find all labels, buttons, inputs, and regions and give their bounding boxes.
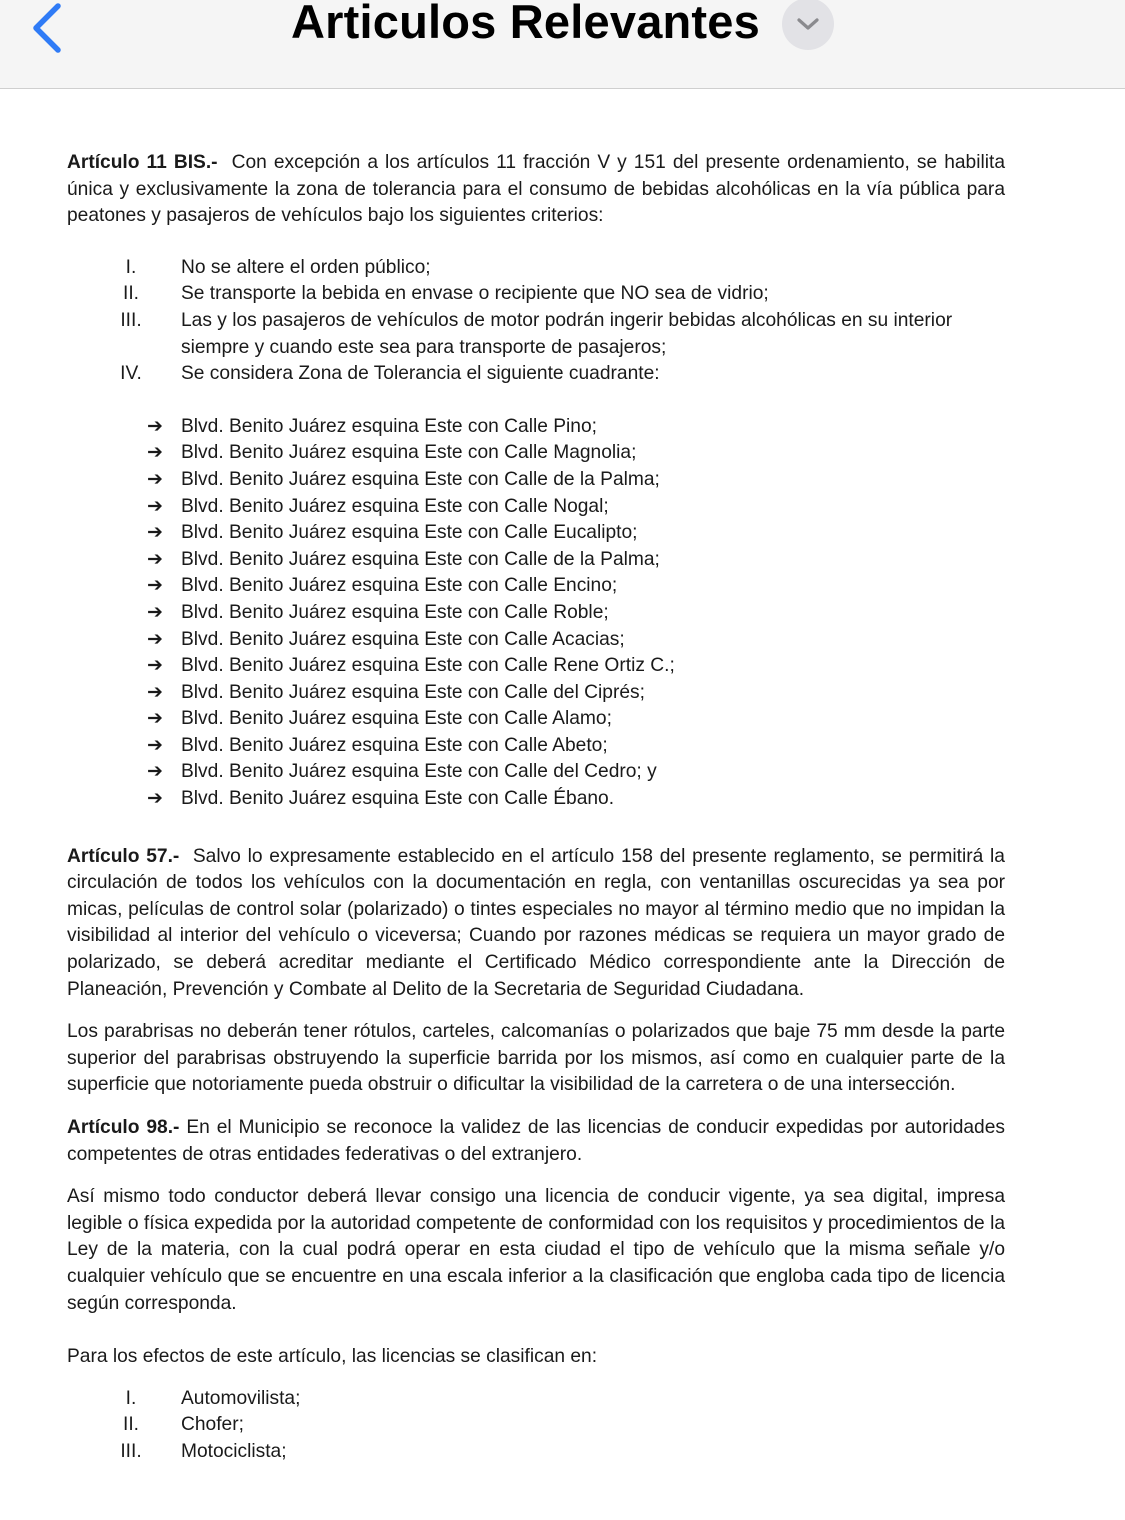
license-class-item: III. Motociclista; [120,1440,287,1462]
zone-item: ➔ Blvd. Benito Juárez esquina Este con Calle Alamo; [67,706,1005,733]
license-class-item: II. Chofer; [123,1414,244,1436]
zone-item: ➔ Blvd. Benito Juárez esquina Este con Calle Roble; [67,600,1005,627]
article-98-paragraph-3: Para los efectos de este artículo, las licencias se clasifican en: [67,1346,598,1368]
arrow-icon: ➔ [147,655,163,677]
license-class-item: I. Automovilista; [125,1387,301,1409]
criteria-item: II. Se transporte la bebida en envase o recipiente que NO sea de vidrio; [123,283,769,305]
article-57-heading: Artículo 57.- [67,845,180,867]
zone-item: ➔ Blvd. Benito Juárez esquina Este con Calle Nogal; [67,494,1005,521]
title-menu-button[interactable] [782,0,834,50]
article-57 [67,844,1005,1004]
arrow-icon: ➔ [147,761,163,783]
arrow-icon: ➔ [147,495,163,517]
nav-bar [0,0,1125,89]
title-bar [0,0,1125,50]
article-57-text: Salvo lo expresamente establecido en el artículo 158 del presente reglamento, se permitirá la circulación de todos los vehículos con la documentación en regla, con ventanillas oscurecidas ya sea por micas, películas de control solar (polarizado) o tintes especiales no mayor al término medio que no impidan la visibilidad al interior del vehículo o viceversa; Cuando por razones médicas se requiera un mayor grado de polarizado, se deberá acreditar mediante el Certificado Médico correspondiente ante la Dirección de Planeación, Prevención y Combate al Delito de la Secretaria de Seguridad Ciudadana. [67,845,1005,1000]
article-11-text: Con excepción a los artículos 11 fracción V y 151 del presente ordenamiento, se habilita única y exclusivamente la zona de tolerancia para el consumo de bebidas alcohólicas en la vía pública para peatones y pasajeros de vehículos bajo los siguientes criterios: [67,152,1005,227]
page-title: Articulos Relevantes [291,0,760,48]
zone-item: ➔ Blvd. Benito Juárez esquina Este con Calle Abeto; [67,733,1005,760]
arrow-icon: ➔ [147,442,163,464]
document-body [67,150,1005,1466]
arrow-icon: ➔ [147,468,163,490]
zone-item: ➔ Blvd. Benito Juárez esquina Este con Calle de la Palma; [67,547,1005,574]
zone-item: ➔ Blvd. Benito Juárez esquina Este con Calle Magnolia; [67,440,1005,467]
article-11-intro [67,150,1005,230]
zone-item: ➔ Blvd. Benito Juárez esquina Este con Calle Eucalipto; [67,520,1005,547]
criteria-item: IV. Se considera Zona de Tolerancia el siguiente cuadrante: [120,363,660,385]
article-98-paragraph-2: Así mismo todo conductor deberá llevar consigo una licencia de conducir vigente, ya sea digital, impresa legible o física expedida por la autoridad competente de conformidad con los requisitos y procedimientos de la Ley de la materia, con la cual podrá operar en esta ciudad el tipo de vehículo que la misma señale y/o cualquier vehículo que se encuentre en una escala inferior a la clasificación que engloba cada tipo de licencia según corresponda. [67,1186,1005,1314]
arrow-icon: ➔ [147,734,163,756]
arrow-icon: ➔ [147,548,163,570]
criteria-item: III. Las y los pasajeros de vehículos de motor podrán ingerir bebidas alcohólicas en su interior siempre y cuando este sea para transporte de pasajeros; [120,309,953,358]
zone-item: ➔ Blvd. Benito Juárez esquina Este con Calle Ébano. [67,786,1005,813]
zone-item: ➔ Blvd. Benito Juárez esquina Este con Calle de la Palma; [67,467,1005,494]
license-classes [67,1386,1005,1466]
tolerance-zone-list [67,414,1005,813]
arrow-icon: ➔ [147,788,163,810]
zone-item: ➔ Blvd. Benito Juárez esquina Este con Calle Rene Ortiz C.; [67,653,1005,680]
arrow-icon: ➔ [147,522,163,544]
zone-item: ➔ Blvd. Benito Juárez esquina Este con Calle Pino; [67,414,1005,441]
arrow-icon: ➔ [147,628,163,650]
article-98-heading: Artículo 98.- [67,1117,180,1138]
chevron-down-icon [796,17,820,31]
article-98 [67,1115,1005,1168]
zone-item: ➔ Blvd. Benito Juárez esquina Este con Calle Acacias; [67,627,1005,654]
zone-item: ➔ Blvd. Benito Juárez esquina Este con Calle del Ciprés; [67,680,1005,707]
arrow-icon: ➔ [147,601,163,623]
criteria-item: I. No se altere el orden público; [125,256,431,278]
article-11-criteria [67,255,1005,388]
arrow-icon: ➔ [147,708,163,730]
arrow-icon: ➔ [147,681,163,703]
arrow-icon: ➔ [147,575,163,597]
article-98-text: En el Municipio se reconoce la validez de las licencias de conducir expedidas por autoridades competentes de otras entidades federativas o del extranjero. [67,1117,1005,1165]
article-11-heading: Artículo 11 BIS.- [67,152,218,173]
article-57-paragraph-2: Los parabrisas no deberán tener rótulos, carteles, calcomanías o polarizados que baje 75 mm desde la parte superior del parabrisas obstruyendo la superficie barrida por los mismos, así como en cualquier parte de la superficie que notoriamente pueda obstruir o dificultar la visibilidad de la carretera o de una intersección. [67,1021,1005,1096]
zone-item: ➔ Blvd. Benito Juárez esquina Este con Calle Encino; [67,573,1005,600]
arrow-icon: ➔ [147,415,163,437]
zone-item: ➔ Blvd. Benito Juárez esquina Este con Calle del Cedro; y [67,759,1005,786]
